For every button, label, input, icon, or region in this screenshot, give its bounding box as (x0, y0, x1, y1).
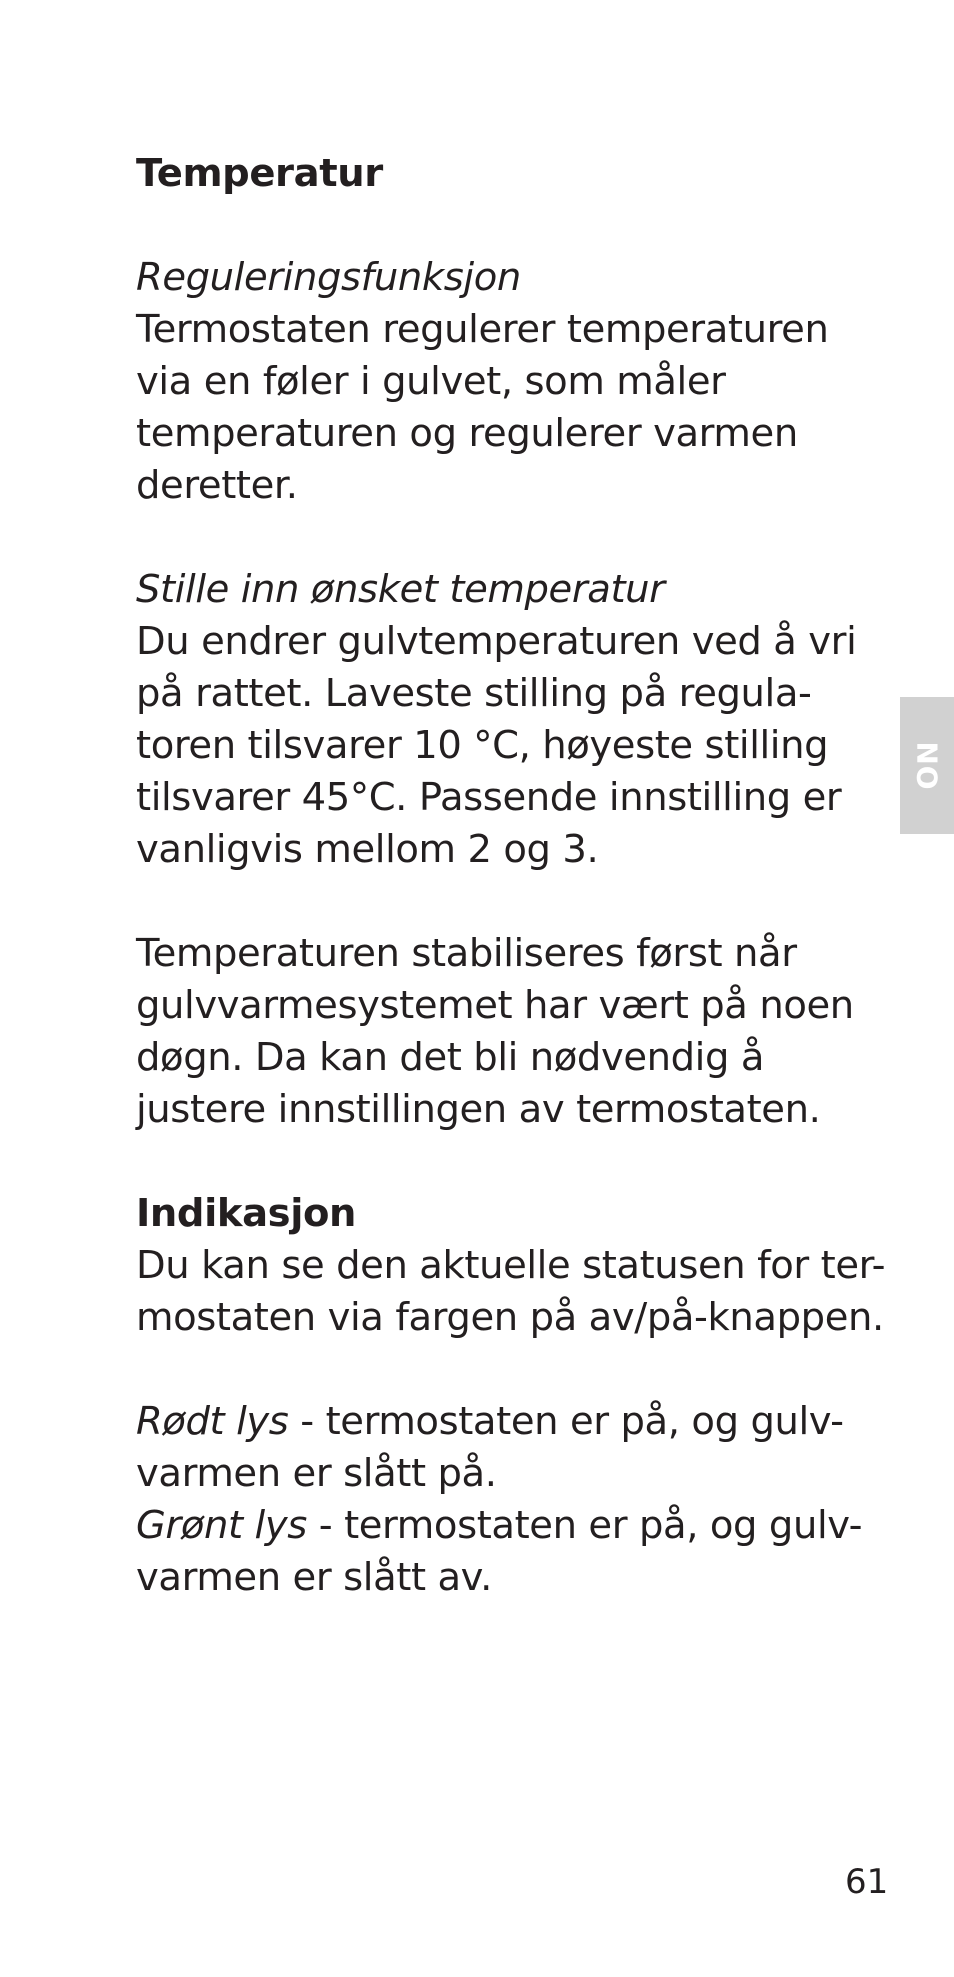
red-light-description: - termostaten er på, og gulv- (288, 1399, 844, 1444)
indicator-green (136, 1500, 863, 1604)
green-light-description: - termostaten er på, og gulv- (306, 1503, 863, 1548)
text-line: toren tilsvarer 10 °C, høyeste stilling (136, 723, 829, 768)
spacer (136, 512, 856, 564)
subheading-reguleringsfunksjon: Reguleringsfunksjon (136, 255, 521, 300)
text-line: Du kan se den aktuelle statusen for ter- (136, 1243, 886, 1288)
text-line: Termostaten regulerer temperaturen (136, 307, 829, 352)
paragraph-stabilize (136, 928, 856, 1136)
text-line: gulvvarmesystemet har vært på noen (136, 983, 854, 1028)
heading-temperatur: Temperatur (136, 151, 383, 196)
text-line: via en føler i gulvet, som måler (136, 359, 726, 404)
text-line (136, 1500, 863, 1552)
language-tab-label: NO (910, 740, 944, 791)
spacer (136, 1344, 856, 1396)
green-light-label: Grønt lys (136, 1503, 307, 1548)
page-number: 61 (845, 1862, 889, 1902)
red-light-label: Rødt lys (136, 1399, 289, 1444)
subheading-set-temperature: Stille inn ønsket temperatur (136, 567, 665, 612)
manual-page-content (136, 148, 886, 1604)
text-line: justere innstillingen av termostaten. (136, 1087, 821, 1132)
text-line: temperaturen og regulerer varmen (136, 411, 798, 456)
text-line: Temperaturen stabiliseres først når (136, 931, 797, 976)
text-line: varmen er slått på. (136, 1451, 497, 1496)
paragraph-indication-intro (136, 1240, 886, 1344)
text-line: tilsvarer 45°C. Passende innstilling er (136, 775, 842, 820)
text-line: deretter. (136, 463, 298, 508)
heading-indikasjon: Indikasjon (136, 1191, 357, 1236)
paragraph-regulation (136, 304, 856, 512)
text-line (136, 1396, 856, 1448)
spacer (136, 200, 856, 252)
spacer (136, 1136, 856, 1188)
text-line: døgn. Da kan det bli nødvendig å (136, 1035, 765, 1080)
text-line: varmen er slått av. (136, 1555, 492, 1600)
text-line: vanligvis mellom 2 og 3. (136, 827, 599, 872)
text-line: på rattet. Laveste stilling på regula- (136, 671, 812, 716)
text-line: mostaten via fargen på av/på-knappen. (136, 1295, 884, 1340)
indicator-red (136, 1396, 856, 1500)
paragraph-set-temperature (136, 616, 856, 876)
text-line: Du endrer gulvtemperaturen ved å vri (136, 619, 857, 664)
spacer (136, 876, 856, 928)
language-tab (900, 697, 954, 834)
